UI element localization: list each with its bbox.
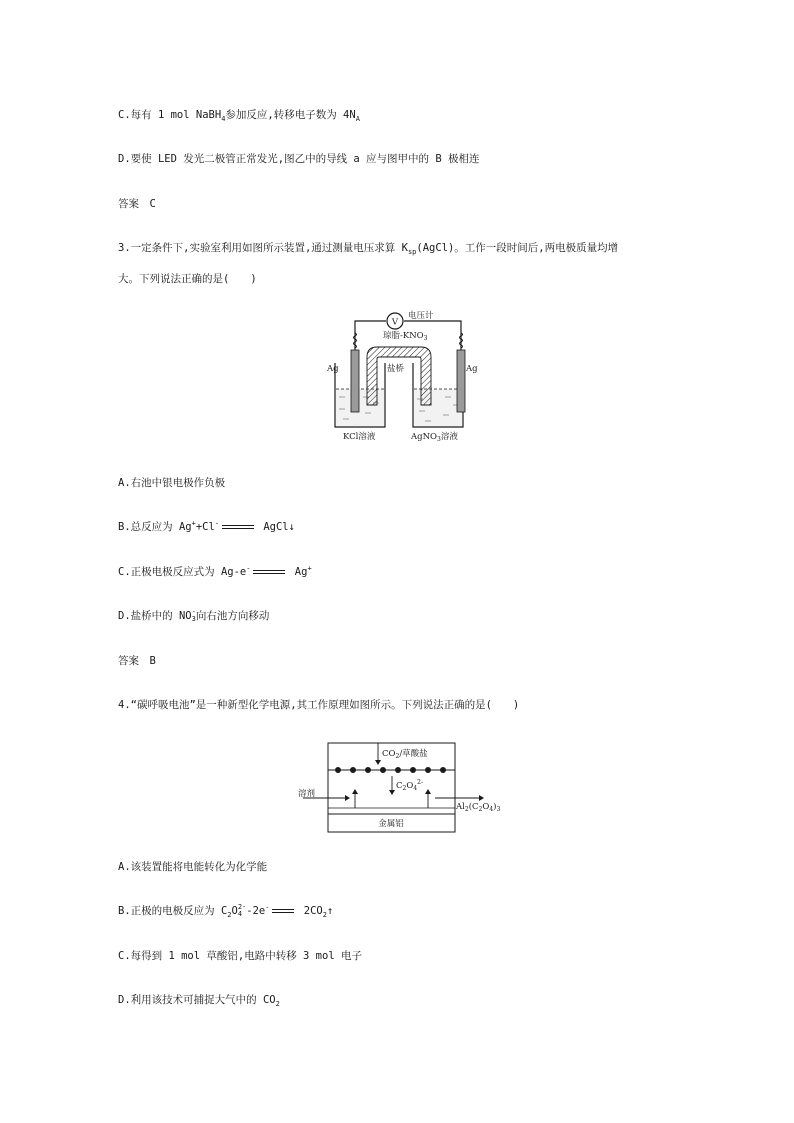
left-solution-label: KCl溶液 [343,432,376,442]
right-solution-label: AgNO$_3$溶液 [411,432,458,443]
agar-label: 琼脂$-KNO_3$ [383,331,428,342]
q3-option-b: B.总反应为 Ag++Cl- AgCl↓ [118,519,295,533]
q4-option-d: D.利用该技术可捕捉大气中的 $CO_2$ [118,994,280,1009]
q3-electrochemical-cell-diagram [325,305,478,445]
equals-sign [253,570,285,574]
right-ag-electrode [457,350,465,412]
q2-answer: 答案 C [118,198,156,210]
aluminum-oxalate-label: $Al_2(C_2O_4)_3$ [456,802,501,813]
salt-bridge [367,347,431,405]
q3-stem-line2: 大。下列说法正确的是( ) [118,273,257,285]
q4-battery-diagram [295,740,505,835]
voltmeter-symbol: V [391,317,399,328]
q2-option-c: C.每有 1 mol NaBH$_4$参加反应,转移电子数为 $4N_A$ [118,109,360,124]
q4-stem: 4.“碳呼吸电池”是一种新型化学电源,其工作原理如图所示。下列说法正确的是( ) [118,699,520,711]
aluminum-metal-label: 金属铝 [378,819,404,829]
oxalate-ion-label: $C_2O_4^{2-}$ [396,779,423,792]
q3-option-a: A.右池中银电极作负极 [118,477,226,489]
solvent-label: 溶剂 [298,789,316,799]
q4-option-c: C.每得到 1 mol 草酸铝,电路中转移 3 mol 电子 [118,950,362,962]
right-electrode-label: Ag [466,364,478,374]
q3-answer: 答案 B [118,655,156,667]
equals-sign [272,909,294,913]
q3-option-c: C.正极电极反应式为 Ag-e- Ag+ [118,564,312,578]
salt-bridge-label: 盐桥 [387,364,405,374]
q3-option-d: D.盐桥中的 NO - 3 向右池方向移动 [118,608,270,623]
q4-option-b: B.正极的电极反应为 $C_2O$ 2- 4 -2e- $2CO_2↑$ [118,903,334,920]
co2-oxalate-label: $CO_2/$草酸盐 [382,749,428,760]
q2-option-d: D.要使 LED 发光二极管正常发光,图乙中的导线 a 应与图甲中的 B 极相连 [118,153,480,165]
q4-option-a: A.该装置能将电能转化为化学能 [118,861,268,873]
voltmeter-label: 电压计 [408,311,434,321]
left-ag-electrode [351,350,359,412]
equals-sign [222,525,254,529]
left-electrode-label: Ag [327,364,339,374]
q3-stem-line1: 3.一定条件下,实验室利用如图所示装置,通过测量电压求算 $K_{sp}(AgCl)$。工作一段时间后,两电极质量均增 [118,242,619,257]
